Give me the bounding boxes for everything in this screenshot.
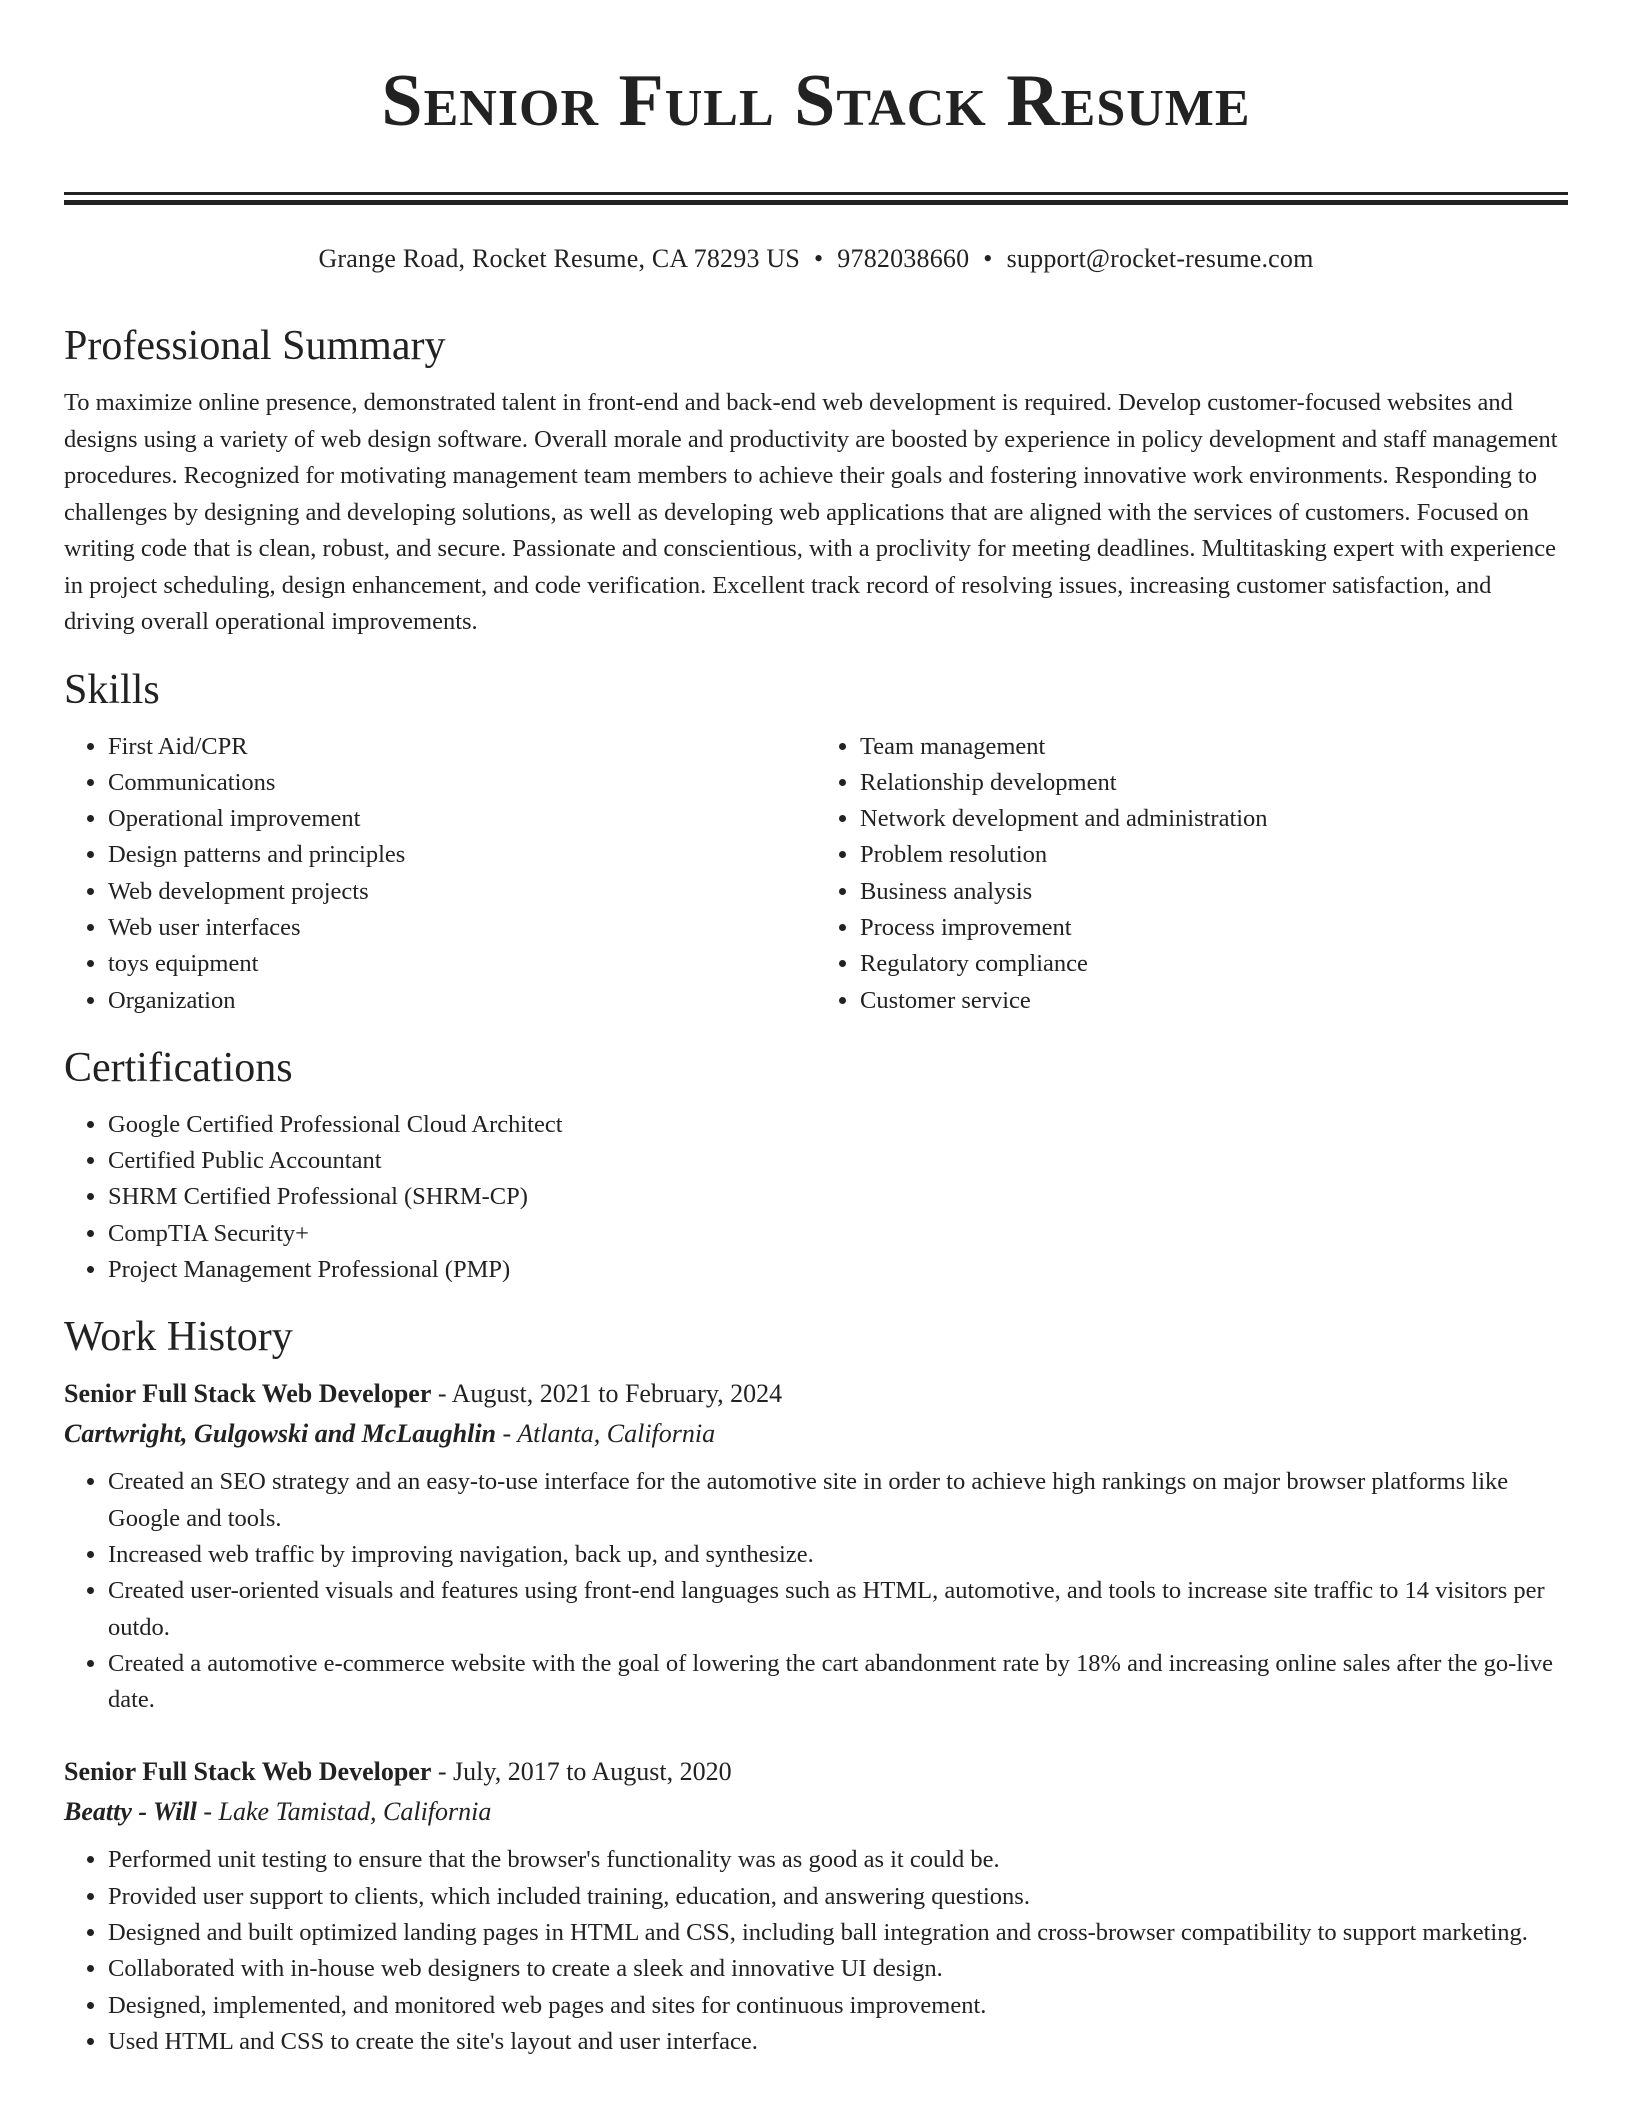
job-company-line <box>64 1792 1568 1832</box>
job-duty-item: • Provided user support to clients, which included training, education, and answering questions. <box>108 1879 1568 1915</box>
job-duty-item: • Created a automotive e-commerce website with the goal of lowering the cart abandonment rate by 18% and increasing online sales after the go-live date. <box>108 1646 1568 1719</box>
skill-item: • Design patterns and principles <box>108 837 816 873</box>
job-duty-item: • Designed and built optimized landing pages in HTML and CSS, including ball integration and cross-browser compatibility to support marketing. <box>108 1915 1568 1951</box>
certifications-heading: Certifications <box>64 1044 293 1091</box>
job-location: - Atlanta, California <box>496 1419 716 1449</box>
skill-item: • Customer service <box>860 983 1568 1019</box>
certification-item: • Project Management Professional (PMP) <box>108 1252 1568 1288</box>
certification-item: • CompTIA Security+ <box>108 1216 1568 1252</box>
title-rule-top <box>64 192 1568 195</box>
job-dates: - August, 2021 to February, 2024 <box>431 1379 783 1409</box>
job-duty-item: • Performed unit testing to ensure that the browser's functionality was as good as it could be. <box>108 1842 1568 1878</box>
skill-item: • Communications <box>108 765 816 801</box>
skills-list-left <box>64 729 816 1019</box>
job-title-line <box>64 1374 1568 1414</box>
job-duty-item: • Increased web traffic by improving navigation, back up, and synthesize. <box>108 1537 1568 1573</box>
skills-heading: Skills <box>64 666 160 713</box>
skill-item: • Operational improvement <box>108 801 816 837</box>
skill-item: • Business analysis <box>860 874 1568 910</box>
skill-item: • Team management <box>860 729 1568 765</box>
skills-grid <box>64 729 1568 1019</box>
job-duty-item: • Created an SEO strategy and an easy-to-use interface for the automotive site in order to achieve high rankings on major browser platforms like Google and tools. <box>108 1464 1568 1537</box>
contact-line <box>64 243 1568 275</box>
skills-list-right <box>816 729 1568 1019</box>
certification-item: • Certified Public Accountant <box>108 1143 1568 1179</box>
resume-title: Senior Full Stack Resume <box>381 60 1251 142</box>
contact-separator: • <box>813 244 824 273</box>
skill-item: • Network development and administration <box>860 801 1568 837</box>
contact-separator: • <box>983 244 993 273</box>
contact-address: Grange Road, Rocket Resume, CA 78293 US <box>318 244 800 273</box>
job-dates: - July, 2017 to August, 2020 <box>431 1757 732 1787</box>
job-role: Senior Full Stack Web Developer <box>64 1379 432 1409</box>
job-duty-item: • Collaborated with in-house web designers to create a sleek and innovative UI design. <box>108 1951 1568 1987</box>
skill-item: • Process improvement <box>860 910 1568 946</box>
work-history-heading: Work History <box>64 1314 293 1361</box>
skill-item: • Organization <box>108 983 816 1019</box>
certifications-list <box>64 1107 1568 1288</box>
skill-item: • Problem resolution <box>860 837 1568 873</box>
skill-item: • toys equipment <box>108 946 816 982</box>
skill-item: • Web user interfaces <box>108 910 816 946</box>
title-rule-bottom <box>64 200 1568 205</box>
job-duties-list <box>64 1464 1568 1718</box>
job-duty-item: • Used HTML and CSS to create the site's layout and user interface. <box>108 2024 1568 2060</box>
skill-item: • First Aid/CPR <box>108 729 816 765</box>
contact-phone: 9782038660 <box>837 244 970 273</box>
job-company: Cartwright, Gulgowski and McLaughlin <box>64 1419 497 1449</box>
job-title-line <box>64 1752 1568 1792</box>
skill-item: • Relationship development <box>860 765 1568 801</box>
job-entry <box>64 1752 1568 2060</box>
job-entry <box>64 1374 1568 1718</box>
skill-item: • Regulatory compliance <box>860 946 1568 982</box>
job-duties-list <box>64 1842 1568 2060</box>
skill-item: • Web development projects <box>108 874 816 910</box>
job-duty-item: • Designed, implemented, and monitored web pages and sites for continuous improvement. <box>108 1988 1568 2024</box>
certification-item: • SHRM Certified Professional (SHRM-CP) <box>108 1179 1568 1215</box>
job-role: Senior Full Stack Web Developer <box>64 1757 432 1787</box>
summary-heading: Professional Summary <box>64 323 446 369</box>
summary-text: To maximize online presence, demonstrated talent in front-end and back-end web development is required. Develop customer-focused websites and designs using a variety of web design software. Overall morale and productivity are boosted by experience in policy development and staff management procedures. Recognized for motivating management team members to achieve their goals and fostering innovative work environments. Responding to challenges by designing and developing solutions, as well as developing web applications that are aligned with the services of customers. Focused on writing code that is clean, robust, and secure. Passionate and conscientious, with a proclivity for meeting deadlines. Multitasking expert with experience in project scheduling, design enhancement, and code verification. Excellent track record of resolving issues, increasing customer satisfaction, and driving overall operational improvements. <box>64 389 1558 635</box>
job-company-line <box>64 1414 1568 1454</box>
job-location: - Lake Tamistad, California <box>196 1797 492 1827</box>
contact-email: support@rocket-resume.com <box>1006 244 1314 273</box>
certification-item: • Google Certified Professional Cloud Architect <box>108 1107 1568 1143</box>
job-company: Beatty - Will <box>64 1797 197 1827</box>
job-duty-item: • Created user-oriented visuals and features using front-end languages such as HTML, automotive, and tools to increase site traffic to 14 visitors per outdo. <box>108 1573 1568 1646</box>
